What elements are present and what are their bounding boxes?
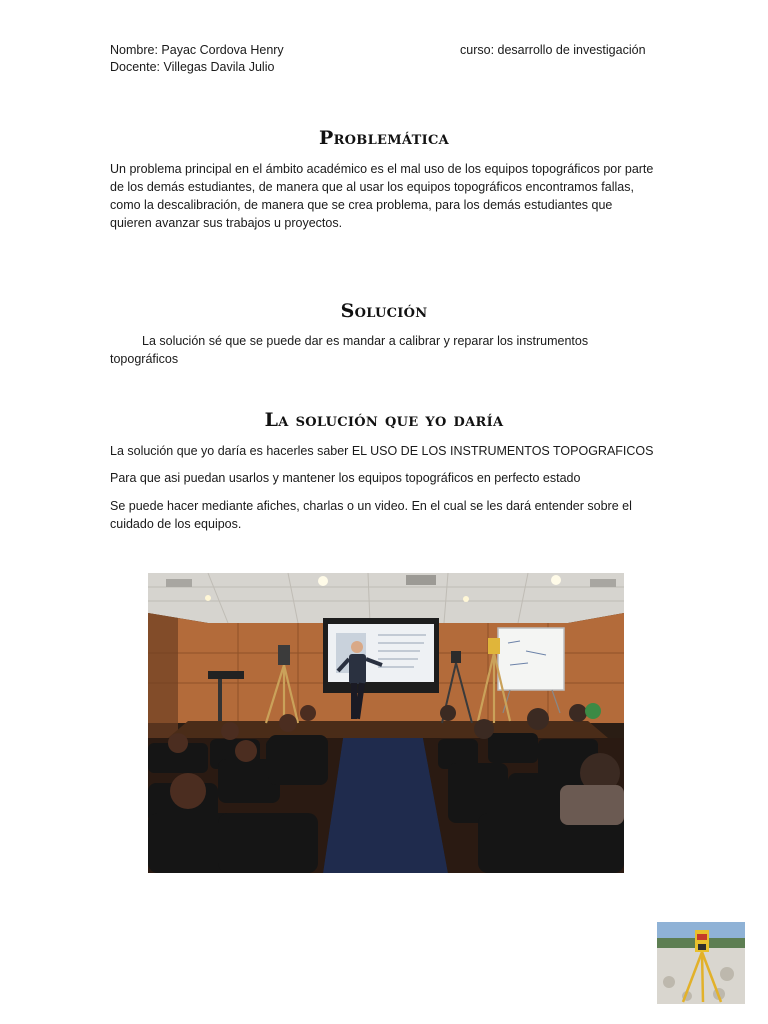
paragraph-problematica: Un problema principal en el ámbito académico es el mal uso de los equipos topográficos por parte de los demás estudiantes, de manera que al usar los equipos topográficos encontramos fallas, como la descalibración, de manera que se crea problema, para los demás estudiantes que quieren avanzar sus trabajos u proyectos. xyxy=(110,162,654,230)
tripod-thumbnail-illustration xyxy=(657,922,745,1004)
heading-solucion: Solución xyxy=(340,300,428,322)
paragraph-solucion-yo-2: Para que asi puedan usarlos y mantener los equipos topográficos en perfecto estado xyxy=(110,471,581,485)
course-name: curso: desarrollo de investigación xyxy=(460,43,646,57)
paragraph-solucion: La solución sé que se puede dar es mandar a calibrar y reparar los instrumentos topográficos xyxy=(110,334,589,366)
heading-solucion-yo: La solución que yo daría xyxy=(264,409,504,431)
student-name: Nombre: Payac Cordova Henry xyxy=(110,43,284,57)
teacher-name: Docente: Villegas Davila Julio xyxy=(110,60,275,74)
heading-problematica: Problemática xyxy=(318,127,449,149)
lecture-photo-illustration xyxy=(148,573,624,873)
paragraph-solucion-yo-3: Se puede hacer mediante afiches, charlas o un video. En el cual se les dará entender sobre el cuidado de los equipos. xyxy=(110,499,632,531)
tripod-thumbnail xyxy=(657,922,745,1004)
paragraph-solucion-yo-1: La solución que yo daría es hacerles saber EL USO DE LOS INSTRUMENTOS TOPOGRAFICOS xyxy=(110,444,654,458)
lecture-photo xyxy=(148,573,624,873)
